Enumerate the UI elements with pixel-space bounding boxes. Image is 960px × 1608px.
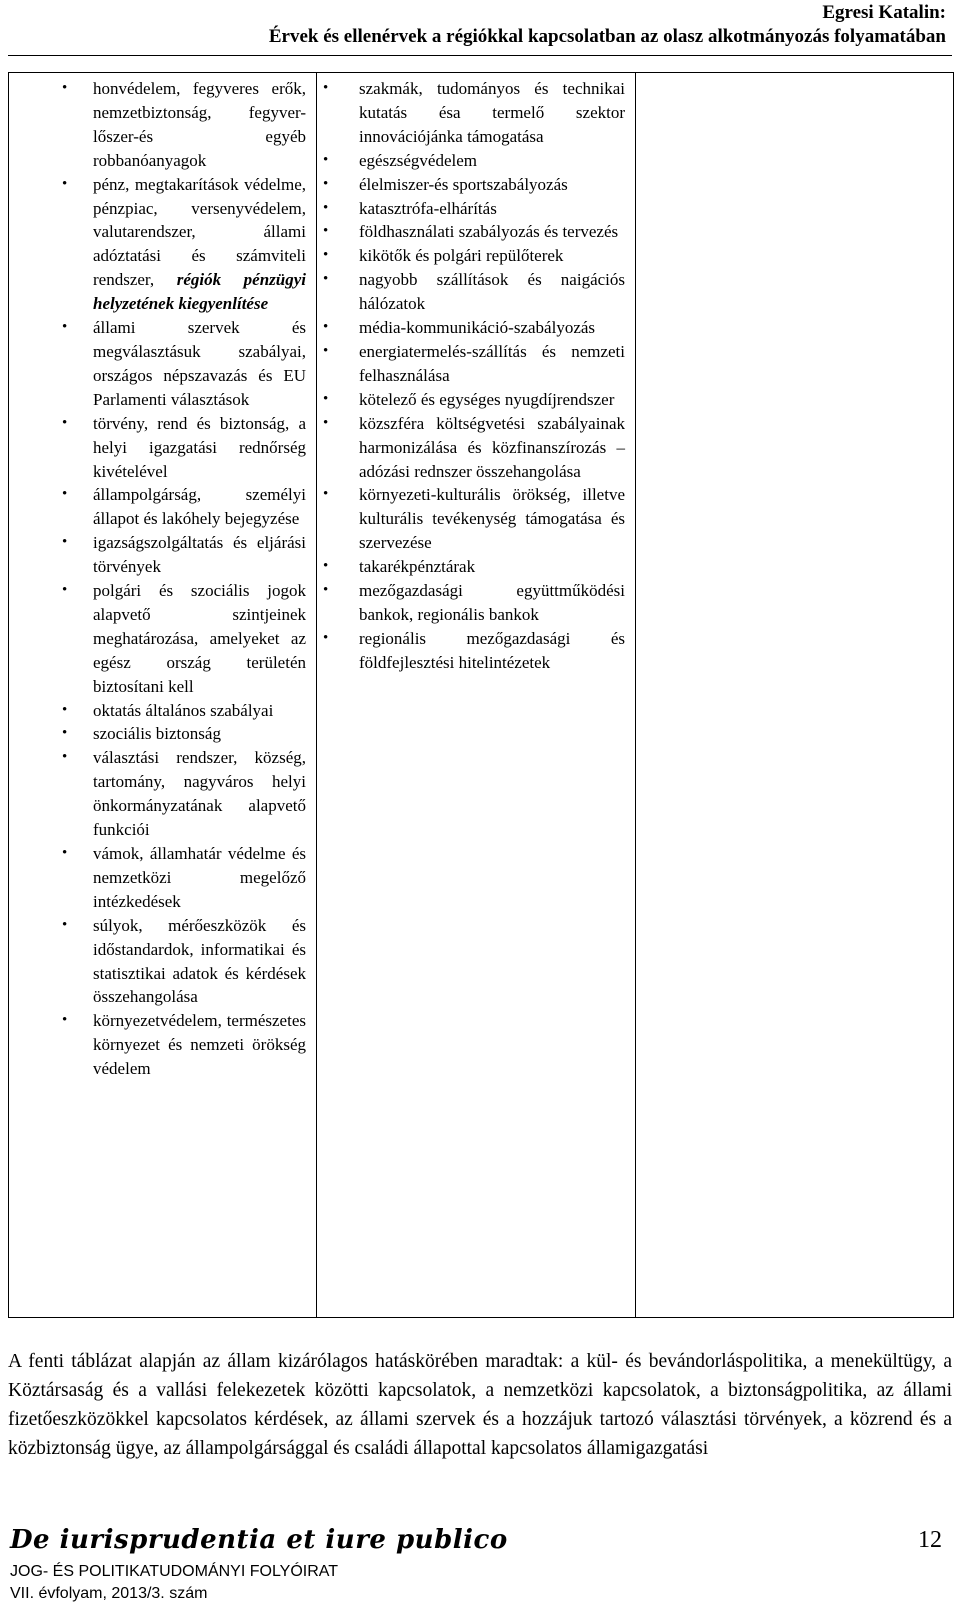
list-item	[317, 268, 625, 316]
list-item-text: média-kommunikáció-szabályozás	[359, 318, 596, 338]
list-item-text: környezeti-kulturális örökség, illetve kulturális tevékenység támogatása és szervezése	[359, 485, 625, 553]
list-item	[9, 1009, 306, 1081]
header-title: Érvek és ellenérvek a régiókkal kapcsolatban az olasz alkotmányozás folyamatában	[268, 26, 946, 47]
list-item-text: nagyobb szállítások és naigációs hálózatok	[359, 270, 625, 314]
list-item-text: élelmiszer-és sportszabályozás	[359, 174, 568, 194]
list-item-text: környezetvédelem, természetes környezet és nemzeti örökség védelem	[93, 1011, 306, 1079]
list-item-text: közszféra költségvetési szabályainak harmonizálása és közfinanszírozás – adózási rednszer összehangolása	[359, 413, 625, 481]
list-item	[317, 244, 625, 268]
list-item-text: kötelező és egységes nyugdíjrendszer	[359, 389, 615, 409]
body-paragraph	[8, 1347, 952, 1463]
list-item	[317, 579, 625, 627]
list-item	[317, 173, 625, 197]
list-item	[317, 316, 625, 340]
list-item-text: polgári és szociális jogok alapvető szintjeinek meghatározása, amelyeket az egész ország területén biztosítani kell	[93, 581, 306, 696]
list-item	[9, 483, 306, 531]
list-item-highlight: régiók pénzügyi helyzetének kiegyenlítése	[93, 270, 306, 314]
table-column-shared	[317, 73, 636, 1318]
list-item	[317, 627, 625, 675]
page-number: 12	[918, 1527, 942, 1553]
list-item-text: katasztrófa-elhárítás	[359, 198, 497, 218]
list-item-text: állami szervek és megválasztásuk szabályai, országos népszavazás és EU Parlamenti választások	[93, 318, 306, 409]
journal-title: De iurisprudentia et iure publico	[10, 1525, 508, 1555]
list-item-text: igazságszolgáltatás és eljárási törvények	[93, 533, 306, 577]
list-item-text: honvédelem, fegyveres erők, nemzetbiztonság, fegyver-lőszer-és egyéb robbanóanyagok	[93, 79, 306, 170]
list-item-text: súlyok, mérőeszközök és időstandardok, informatikai és statisztikai adatok és kérdések összehangolása	[93, 915, 306, 1007]
header-author: Egresi Katalin:	[822, 2, 946, 23]
list-item-text: mezőgazdasági együttműködési bankok, regionális bankok	[359, 581, 625, 624]
competence-table	[8, 72, 954, 1318]
list-item-text: földhasználati szabályozás és tervezés	[359, 222, 619, 242]
list-item-text: szociális biztonság	[93, 724, 221, 744]
list-item-text: állampolgárság, személyi állapot és lakóhely bejegyzése	[93, 485, 306, 529]
table-column-state	[9, 73, 317, 1318]
list-item-text: pénz, megtakarítások védelme, pénzpiac, versenyvédelem, valutarendszer, állami adóztatási és számviteli rendszer,	[93, 174, 306, 290]
list-item	[317, 388, 625, 412]
list-item	[9, 842, 306, 914]
journal-issue: VII. évfolyam, 2013/3. szám	[10, 1585, 208, 1602]
list-item	[9, 412, 306, 484]
list-item	[317, 220, 625, 244]
header-rule	[8, 55, 952, 56]
state-competence-list	[9, 73, 316, 1081]
list-item-text: energiatermelés-szállítás és nemzeti felhasználása	[359, 341, 625, 385]
list-item-text: szakmák, tudományos és technikai kutatás ésa termelő szektor innovációjánka támogatása	[359, 79, 625, 146]
list-item	[9, 531, 306, 579]
list-item-text: kikötők és polgári repülőterek	[359, 246, 564, 266]
list-item	[317, 412, 625, 484]
list-item-text: választási rendszer, község, tartomány, nagyváros helyi önkormányzatának alapvető funkciói	[93, 748, 306, 840]
list-item-text: egészségvédelem	[359, 150, 477, 170]
list-item	[317, 197, 625, 221]
list-item	[317, 149, 625, 173]
paragraph-text: A fenti táblázat alapján az állam kizárólagos hatáskörében maradtak: a kül- és bevándorláspolitika, a menekültügy, a Köztársaság és a vallási felekezetek közötti kapcsolatok, a nemzetközi kapcsolatok, a biztonságpolitika, az állami fizetőeszközökkel kapcsolatos kérdések, az állami szervek és a hozzájuk tartozó választási törvények, a közrend és a közbiztonság ügye, az állampolgársággal és családi állapottal kapcsolatos államigazgatási	[8, 1351, 952, 1459]
list-item	[9, 316, 306, 412]
list-item-text: takarékpénztárak	[359, 557, 476, 577]
table-column-empty	[636, 73, 954, 1318]
list-item	[9, 579, 306, 699]
list-item	[9, 77, 306, 173]
list-item-text: törvény, rend és biztonság, a helyi igazgatási rednőrség kivételével	[93, 413, 306, 481]
list-item	[9, 722, 306, 746]
list-item	[317, 483, 625, 555]
list-item-text: vámok, államhatár védelme és nemzetközi megelőző intézkedések	[93, 844, 306, 911]
list-item	[317, 77, 625, 149]
list-item	[317, 555, 625, 579]
list-item	[9, 173, 306, 316]
list-item-text: oktatás általános szabályai	[93, 700, 274, 720]
list-item	[9, 699, 306, 723]
list-item-text: regionális mezőgazdasági és földfejlesztési hitelintézetek	[359, 628, 625, 672]
shared-competence-list	[317, 73, 635, 675]
list-item	[9, 914, 306, 1010]
list-item	[317, 340, 625, 388]
journal-subtitle: JOG- ÉS POLITIKATUDOMÁNYI FOLYÓIRAT	[10, 1563, 339, 1580]
list-item	[9, 746, 306, 842]
